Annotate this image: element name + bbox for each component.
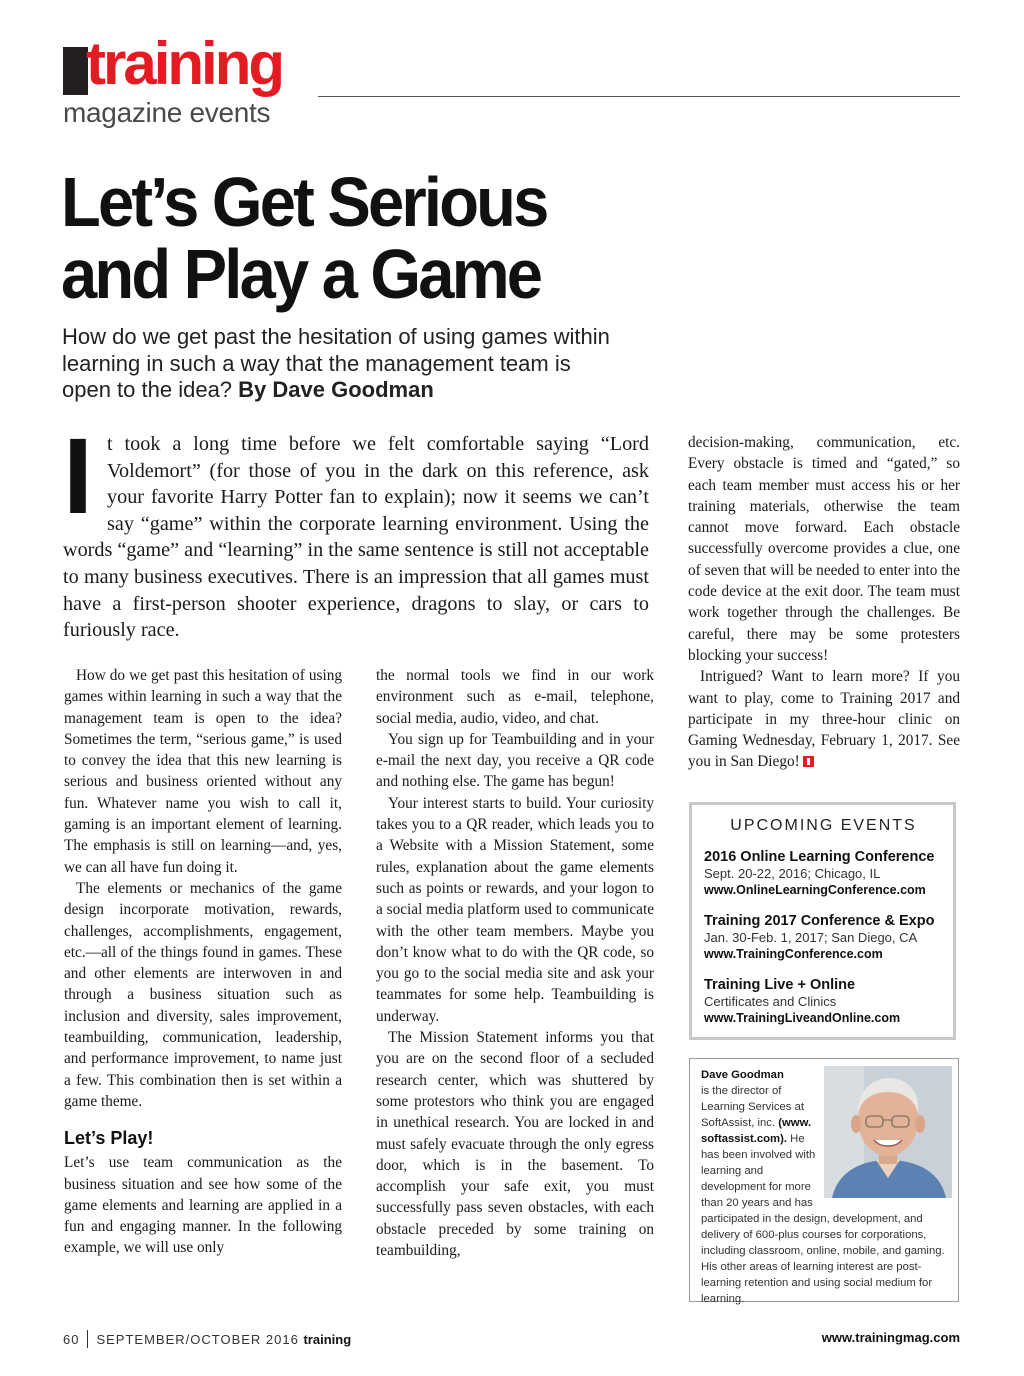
event-link[interactable]: www.TrainingLiveandOnline.com: [704, 1011, 901, 1025]
event-link[interactable]: www.TrainingConference.com: [704, 947, 883, 961]
masthead-logo: training: [86, 30, 282, 97]
lead-paragraph: [63, 415, 649, 644]
article-title: [61, 163, 619, 313]
paragraph: The Mission Statement informs you that you are on the second floor of a secluded research center, which was shuttered by some protestors who think you are engaged in unethical research. You are locked in and must safely evacuate through the only egress door, which is in the basement. To accomplish your safe exit, you must successfully pass seven obstacles, with each obstacle preceded by some training on teambuilding,: [376, 1029, 654, 1260]
deck-text: How do we get past the hesitation of using games within learning in such a way that the management team is open to the idea?: [62, 324, 610, 402]
footer-magazine: training: [303, 1332, 352, 1347]
issue-date: SEPTEMBER/OCTOBER 2016: [96, 1332, 299, 1347]
bio-text: He has been involved with learning and development for more than 20 years and has participated in the design, development, and delivery of 600-plus courses for corporations, including classroom, online, mobile, and gaming. His other areas of learning interest are post-learning retention and using social medium for learning.: [701, 1133, 945, 1305]
closing-text: Intrigued? Want to learn more? If you want to play, come to Training 2017 and participate in my three-hour clinic on Gaming Wednesday, February 1, 2017. See you in San Diego!: [688, 668, 960, 771]
bio-name: Dave Goodman: [701, 1069, 784, 1081]
event-date: Certificates and Clinics: [704, 994, 837, 1009]
title-line-2: and Play a Game: [61, 235, 541, 313]
page-footer-left: [63, 1330, 351, 1348]
event-item: [704, 849, 943, 898]
footer-divider: [87, 1330, 88, 1348]
event-item: [704, 913, 943, 962]
masthead-rule: [318, 96, 960, 97]
events-heading: UPCOMING EVENTS: [730, 817, 917, 834]
body-column-3: [688, 432, 960, 773]
paragraph: You sign up for Teambuilding and in your e-mail the next day, you receive a QR code and nothing else. The game has begun!: [376, 730, 654, 791]
event-name: Training 2017 Conference & Expo: [704, 913, 935, 929]
masthead-block: [63, 47, 88, 95]
body-column-2: [376, 665, 654, 1261]
paragraph: [688, 666, 960, 772]
paragraph: Let’s use team communication as the business situation and see how some of the game elements and learning are applied in a fun and engaging manner. In the following example, we will use only: [64, 1154, 342, 1257]
body-column-1: [64, 665, 342, 1259]
event-date: Sept. 20-22, 2016; Chicago, IL: [704, 866, 881, 881]
paragraph: How do we get past this hesitation of using games within learning in such a way that the management team is open to the idea? Sometimes the term, “serious game,” is used to convey the idea that this new learning is serious and business oriented without any fun. Whatever name you wish to call it, gaming is an important element of learning. The emphasis is still on learning—and, yes, we can all have fun doing it.: [64, 667, 342, 876]
event-link[interactable]: www.OnlineLearningConference.com: [704, 883, 926, 897]
lead-text: t took a long time before we felt comfortable saying “Lord Voldemort” (for those of you in the dark on this reference, ask your favorite Harry Potter fan to explain); now it seems we can’t say “game” within the corporate learning environment. Using the words “game” and “learning” in the same sentence is still not acceptable to many business executives. There is an impression that all games must have a first-person shooter experience, dragons to slay, or cars to furiously race.: [63, 433, 649, 642]
title-line-1: Let’s Get Serious: [61, 163, 547, 241]
byline: By Dave Goodman: [238, 377, 434, 402]
bio-link[interactable]: (www. softassist.com).: [701, 1117, 812, 1145]
event-item: [704, 977, 943, 1026]
paragraph: the normal tools we find in our work environment such as e-mail, telephone, social media, audio, video, and chat.: [376, 667, 654, 727]
author-photo: [824, 1066, 952, 1198]
event-name: 2016 Online Learning Conference: [704, 849, 935, 865]
footer-url[interactable]: www.trainingmag.com: [821, 1330, 960, 1345]
bio-text: is the director of Learning Services at SoftAssist, inc.: [701, 1085, 804, 1129]
paragraph: The elements or mechanics of the game design incorporate motivation, rewards, challenges, accomplishments, engagement, etc.—all of the things found in games. These and other elements are interwoven in and through a business situation such as inclusion and diversity, sales improvement, teambuilding, communication, leadership, and performance improvement, to name just a few. This combination then is set within a game theme.: [64, 879, 342, 1110]
drop-cap: I: [63, 415, 94, 536]
section-subhead: Let’s Play!: [64, 1128, 154, 1149]
end-mark-icon: [803, 756, 814, 767]
author-bio-box: [689, 1058, 959, 1305]
event-name: Training Live + Online: [704, 977, 856, 993]
paragraph: decision-making, communication, etc. Every obstacle is timed and “gated,” so each team member must access his or her training materials, otherwise the team cannot move forward. Each obstacle successfully overcome provides a clue, one of seven that will be needed to enter into the code device at the exit door. The team must work together through the challenges. Be careful, there may be some protesters blocking your success!: [688, 434, 960, 664]
upcoming-events-box: [689, 802, 956, 1040]
paragraph: Your interest starts to build. Your curiosity takes you to a QR reader, which leads you to a Website with a Mission Statement, some rules, explanation about the game elements such as points or rewards, and your logon to a social media platform used to communicate with the other team members. Maybe you don’t know what to do with the QR code, so you go to the social media site and ask your teammates for some help. Teambuilding is underway.: [376, 794, 654, 1025]
event-date: Jan. 30-Feb. 1, 2017; San Diego, CA: [704, 930, 918, 945]
article-deck: [62, 324, 622, 404]
author-portrait-icon: [824, 1066, 952, 1198]
page-number: 60: [63, 1332, 80, 1347]
masthead-subtitle: magazine events: [63, 97, 271, 128]
